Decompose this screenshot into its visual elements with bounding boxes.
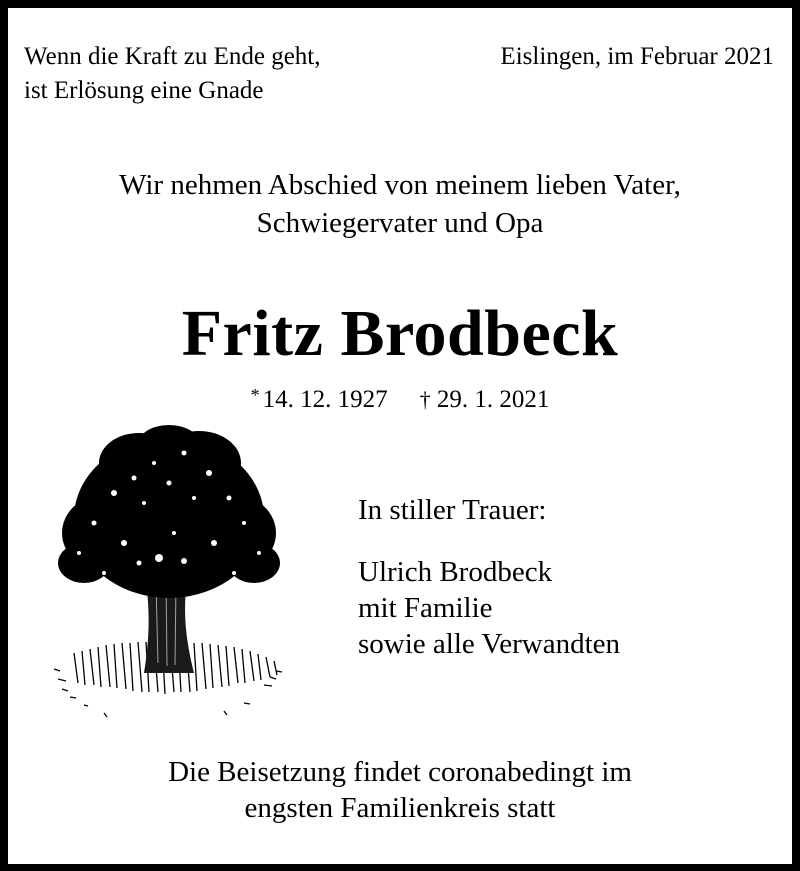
deceased-name: Fritz Brodbeck: [181, 297, 619, 370]
birth-date: 14. 12. 1927: [262, 386, 388, 413]
intro-text: [8, 166, 792, 242]
mourner-line: Ulrich Brodbeck: [358, 556, 553, 588]
life-dates: [8, 378, 792, 417]
mourner-line: sowie alle Verwandten: [358, 628, 620, 660]
motto: [24, 40, 320, 108]
birth-symbol: *: [250, 385, 260, 405]
tree-canopy: [58, 425, 280, 598]
motto-line-1: Wenn die Kraft zu Ende geht,: [24, 43, 321, 70]
burial-line-2: engsten Familienkreis statt: [244, 792, 556, 824]
burial-line-1: Die Beisetzung findet coronabedingt im: [168, 756, 632, 788]
burial-note: [8, 754, 792, 826]
intro-line-2: Schwiegervater und Opa: [256, 207, 544, 239]
place-date: Eislingen, im Februar 2021: [500, 43, 774, 70]
mourners-names: [358, 554, 620, 662]
mourner-line: mit Familie: [358, 592, 493, 624]
mourners-heading: In stiller Trauer:: [358, 494, 547, 526]
death-symbol: †: [419, 387, 431, 412]
motto-line-2: ist Erlösung eine Gnade: [24, 77, 264, 104]
intro-line-1: Wir nehmen Abschied von meinem lieben Vater,: [119, 169, 681, 201]
mourners: [358, 492, 620, 662]
death-date: 29. 1. 2021: [436, 386, 550, 413]
tree-icon: [44, 423, 294, 728]
